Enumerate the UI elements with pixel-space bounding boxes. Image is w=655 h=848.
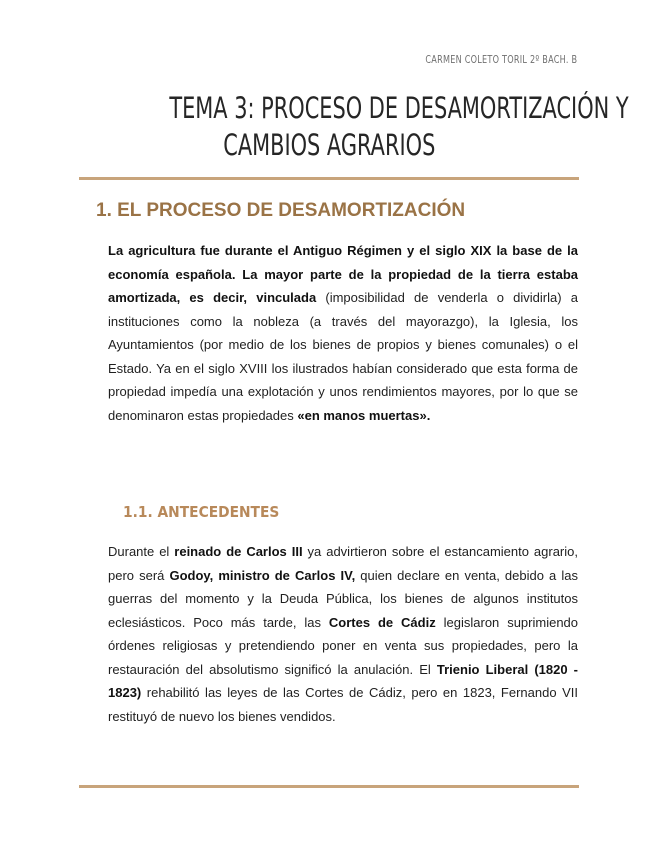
document-title-line-1: TEMA 3: PROCESO DE DESAMORTIZACIÓN Y bbox=[169, 91, 629, 125]
paragraph-bold-term: «en manos muertas». bbox=[297, 407, 431, 423]
paragraph-bold-trienio: Trienio Liberal (1820 - 1823) bbox=[108, 661, 578, 700]
paragraph-bold-intro: La agricultura fue durante el Antiguo Régimen y el siglo XIX la base de la economía española. La mayor parte de la propiedad de la tierra estaba amortizada, es decir, vinculada bbox=[108, 243, 578, 305]
document-title-line-2: CAMBIOS AGRARIOS bbox=[222, 128, 436, 162]
paragraph-text: legislaron suprimiendo órdenes religiosas y pretendiendo poner en venta sus propiedades, pero la restauración del absolutismo significó la anulación. El bbox=[108, 614, 579, 677]
paragraph-text: rehabilitó las leyes de las Cortes de Cádiz, pero en 1823, Fernando VII restituyó de nuevo los bienes vendidos. bbox=[108, 685, 578, 724]
top-divider bbox=[79, 177, 579, 180]
paragraph-bold-carlos-iii: reinado de Carlos III bbox=[174, 544, 303, 559]
document-title bbox=[80, 90, 629, 164]
paragraph-text: ya advirtieron sobre el estancamiento agrario, pero será bbox=[108, 544, 578, 583]
subsection-heading bbox=[123, 503, 293, 521]
paragraph-bold-godoy: Godoy, ministro de Carlos IV, bbox=[169, 567, 356, 583]
section-paragraph bbox=[108, 239, 578, 427]
page-header-author: CARMEN COLETO TORIL 2º BACH. B bbox=[425, 53, 577, 66]
subsection-heading-text: 1.1. ANTECEDENTES bbox=[123, 503, 280, 521]
paragraph-text: (imposibilidad de venderla o dividirla) a instituciones como la nobleza (a través del mayorazgo), la Iglesia, los Ayuntamientos (por medio de los bienes de propios y bienes comunales) o el Estado. Ya en el siglo XVIII los ilustrados habían considerado que esta forma de propiedad impedía una explotación y unos rendimientos mayores, por lo que se denominaron estas propiedades bbox=[108, 290, 578, 423]
paragraph-bold-cortes: Cortes de Cádiz bbox=[328, 614, 436, 630]
bottom-divider bbox=[79, 785, 579, 788]
paragraph-text: quien declare en venta, debido a las guerras del momento y la Deuda Pública, los bienes de algunos institutos eclesiásticos. Poco más tarde, las bbox=[108, 567, 578, 630]
subsection-paragraph bbox=[108, 540, 578, 728]
section-heading: 1. EL PROCESO DE DESAMORTIZACIÓN bbox=[96, 200, 466, 221]
paragraph-text: Durante el bbox=[108, 544, 175, 559]
